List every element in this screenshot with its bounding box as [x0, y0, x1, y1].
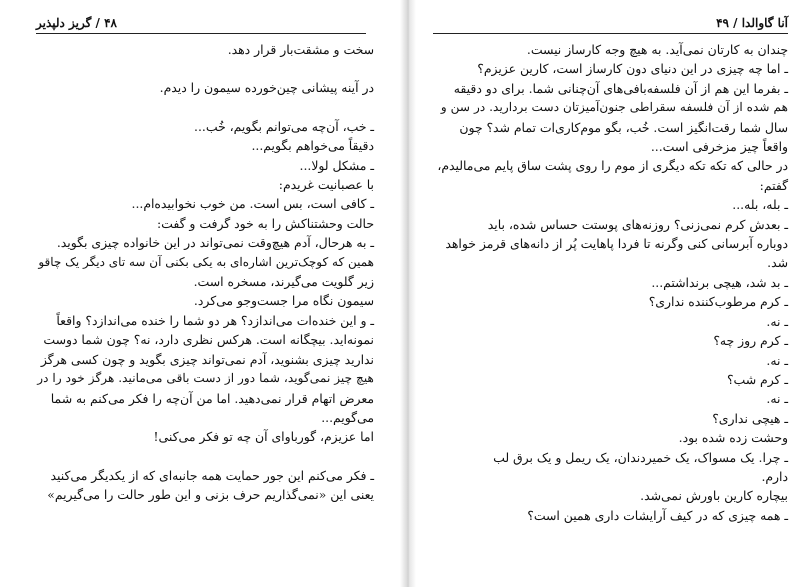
text-line: دوباره آبرسانی کنی وگرنه تا فردا پاهایت پُر از دانه‌های قرمز خواهد	[445, 236, 788, 252]
text-line: چندان به کارتان نمی‌آید. به هیچ وجه کارساز نیست.	[526, 42, 788, 57]
text-line: ـ بعدش کرم نمی‌زنی؟ روزنه‌های پوستت حساس شده، باید	[487, 216, 788, 232]
text-line: ـ کرم روز چه؟	[713, 333, 788, 349]
text-line: با عصبانیت غریدم:	[278, 177, 374, 193]
text-line: اما عزیزم، گورباوای آن چه تو فکر می‌کنی!	[153, 429, 374, 445]
text-line: واقعاً چیز مزخرفی است...	[650, 139, 788, 155]
text-line: زیر گلویت می‌گیرند، مسخره است.	[193, 274, 374, 290]
text-line: دارم.	[761, 468, 788, 484]
book-gutter	[400, 0, 416, 587]
paragraph-spacer	[36, 447, 374, 466]
paragraph-spacer	[36, 98, 374, 117]
text-line: ـ اما چه چیزی در این دنیای دون کارساز است، کارین عزیزم؟	[477, 61, 788, 77]
text-line: ـ بفرما این هم از آن فلسفه‌بافی‌های آن‌چنانی شما. برای دو دقیقه	[453, 80, 788, 96]
right-page-body	[436, 40, 788, 525]
text-line: ـ هیچی نداری؟	[712, 410, 788, 426]
text-line: ـ کرم مرطوب‌کننده نداری؟	[648, 294, 788, 310]
text-line: هم شده از آن فلسفه سقراطی جنون‌آمیزتان دست بردارید. در سن و	[440, 100, 788, 115]
paragraph-spacer	[36, 59, 374, 78]
text-line: ـ خب، آن‌چه می‌توانم بگویم، خُب...	[194, 118, 374, 134]
text-line: ـ و این خنده‌ات می‌اندازد؟ هر دو شما را خنده می‌اندازد؟ واقعاً	[56, 312, 374, 328]
left-page-header	[36, 16, 117, 30]
text-line: ـ به هرحال، آدم هیچ‌وقت نمی‌تواند در این خانواده چیزی بگوید.	[56, 235, 374, 251]
text-line: ـ نه.	[766, 352, 788, 368]
text-line: نمونه‌اید. بیچگانه است. هرکس نظری دارد، نه؟ چون شما دوست	[43, 332, 374, 348]
text-line: ـ مشکل لولا...	[299, 157, 374, 173]
right-header-rule	[433, 33, 788, 34]
right-page	[416, 0, 812, 587]
text-line: یعنی این «نمی‌گذاریم حرف بزنی و این طور حالت را می‌گیریم»	[47, 487, 374, 503]
text-line: ندارید چیزی بشنوید، آدم نمی‌تواند چیزی بگوید و چون کسی هرگز	[40, 351, 374, 367]
text-line: سیمون نگاه مرا جست‌وجو می‌کرد.	[193, 293, 374, 309]
right-page-header-text: آنا گاوالدا / ۴۹	[716, 16, 788, 30]
right-page-header	[716, 16, 788, 30]
text-line: در حالی که تکه تکه دیگری از موم را روی پشت ساق پایم می‌مالیدم،	[437, 158, 788, 174]
text-line: بیچاره کارین باورش نمی‌شد.	[640, 488, 788, 504]
text-line: شد.	[767, 255, 788, 271]
text-line: ـ فکر می‌کنم این جور حمایت همه جانبه‌ای که از یکدیگر می‌کنید	[50, 467, 374, 483]
text-line: در آینه پیشانی چین‌خورده سیمون را دیدم.	[159, 80, 374, 96]
text-line: دقیقاً می‌خواهم بگویم...	[251, 138, 374, 154]
text-line: ـ بد شد، هیچی برنداشتم...	[651, 274, 788, 290]
text-line: هیچ چیز نمی‌گوید، شما دور از دست باقی می‌مانید. هرگز خود را در	[37, 371, 374, 386]
text-line: همین که کوچک‌ترین اشاره‌ای به یکی بکنی آن سه تای دیگر یک چاقو	[38, 254, 374, 269]
text-line: ـ کرم شب؟	[726, 371, 788, 387]
text-line: ـ کافی است، بس است. من خوب نخوابیده‌ام...	[131, 196, 374, 212]
left-page	[0, 0, 400, 587]
text-line: ـ نه.	[766, 391, 788, 407]
text-line: ـ نه.	[766, 313, 788, 329]
text-line: گفتم:	[759, 177, 788, 193]
text-line: می‌گویم...	[321, 409, 374, 425]
text-line: معرض اتهام قرار نمی‌دهید. اما من آن‌چه را فکر می‌کنم به شما	[50, 390, 374, 406]
text-line: حالت وحشتناکش را به خود گرفت و گفت:	[156, 215, 374, 231]
text-line: ـ بله، بله...	[732, 197, 788, 213]
left-page-body	[36, 40, 374, 505]
text-line: ـ چرا. یک مسواک، یک خمیردندان، یک ریمل و یک برق لب	[493, 449, 788, 465]
text-line: سخت و مشقت‌بار قرار دهد.	[227, 42, 374, 57]
left-header-rule	[36, 33, 366, 34]
text-line: ـ همه چیزی که در کیف آرایشات داری همین است؟	[527, 507, 788, 523]
text-line: وحشت زده شده بود.	[678, 430, 788, 446]
left-page-header-text: ۴۸ / گریز دلپذیر	[36, 16, 117, 30]
text-line: سال شما رقت‌انگیز است. خُب، بگو موم‌کاری‌ات تمام شد؟ چون	[459, 119, 788, 135]
